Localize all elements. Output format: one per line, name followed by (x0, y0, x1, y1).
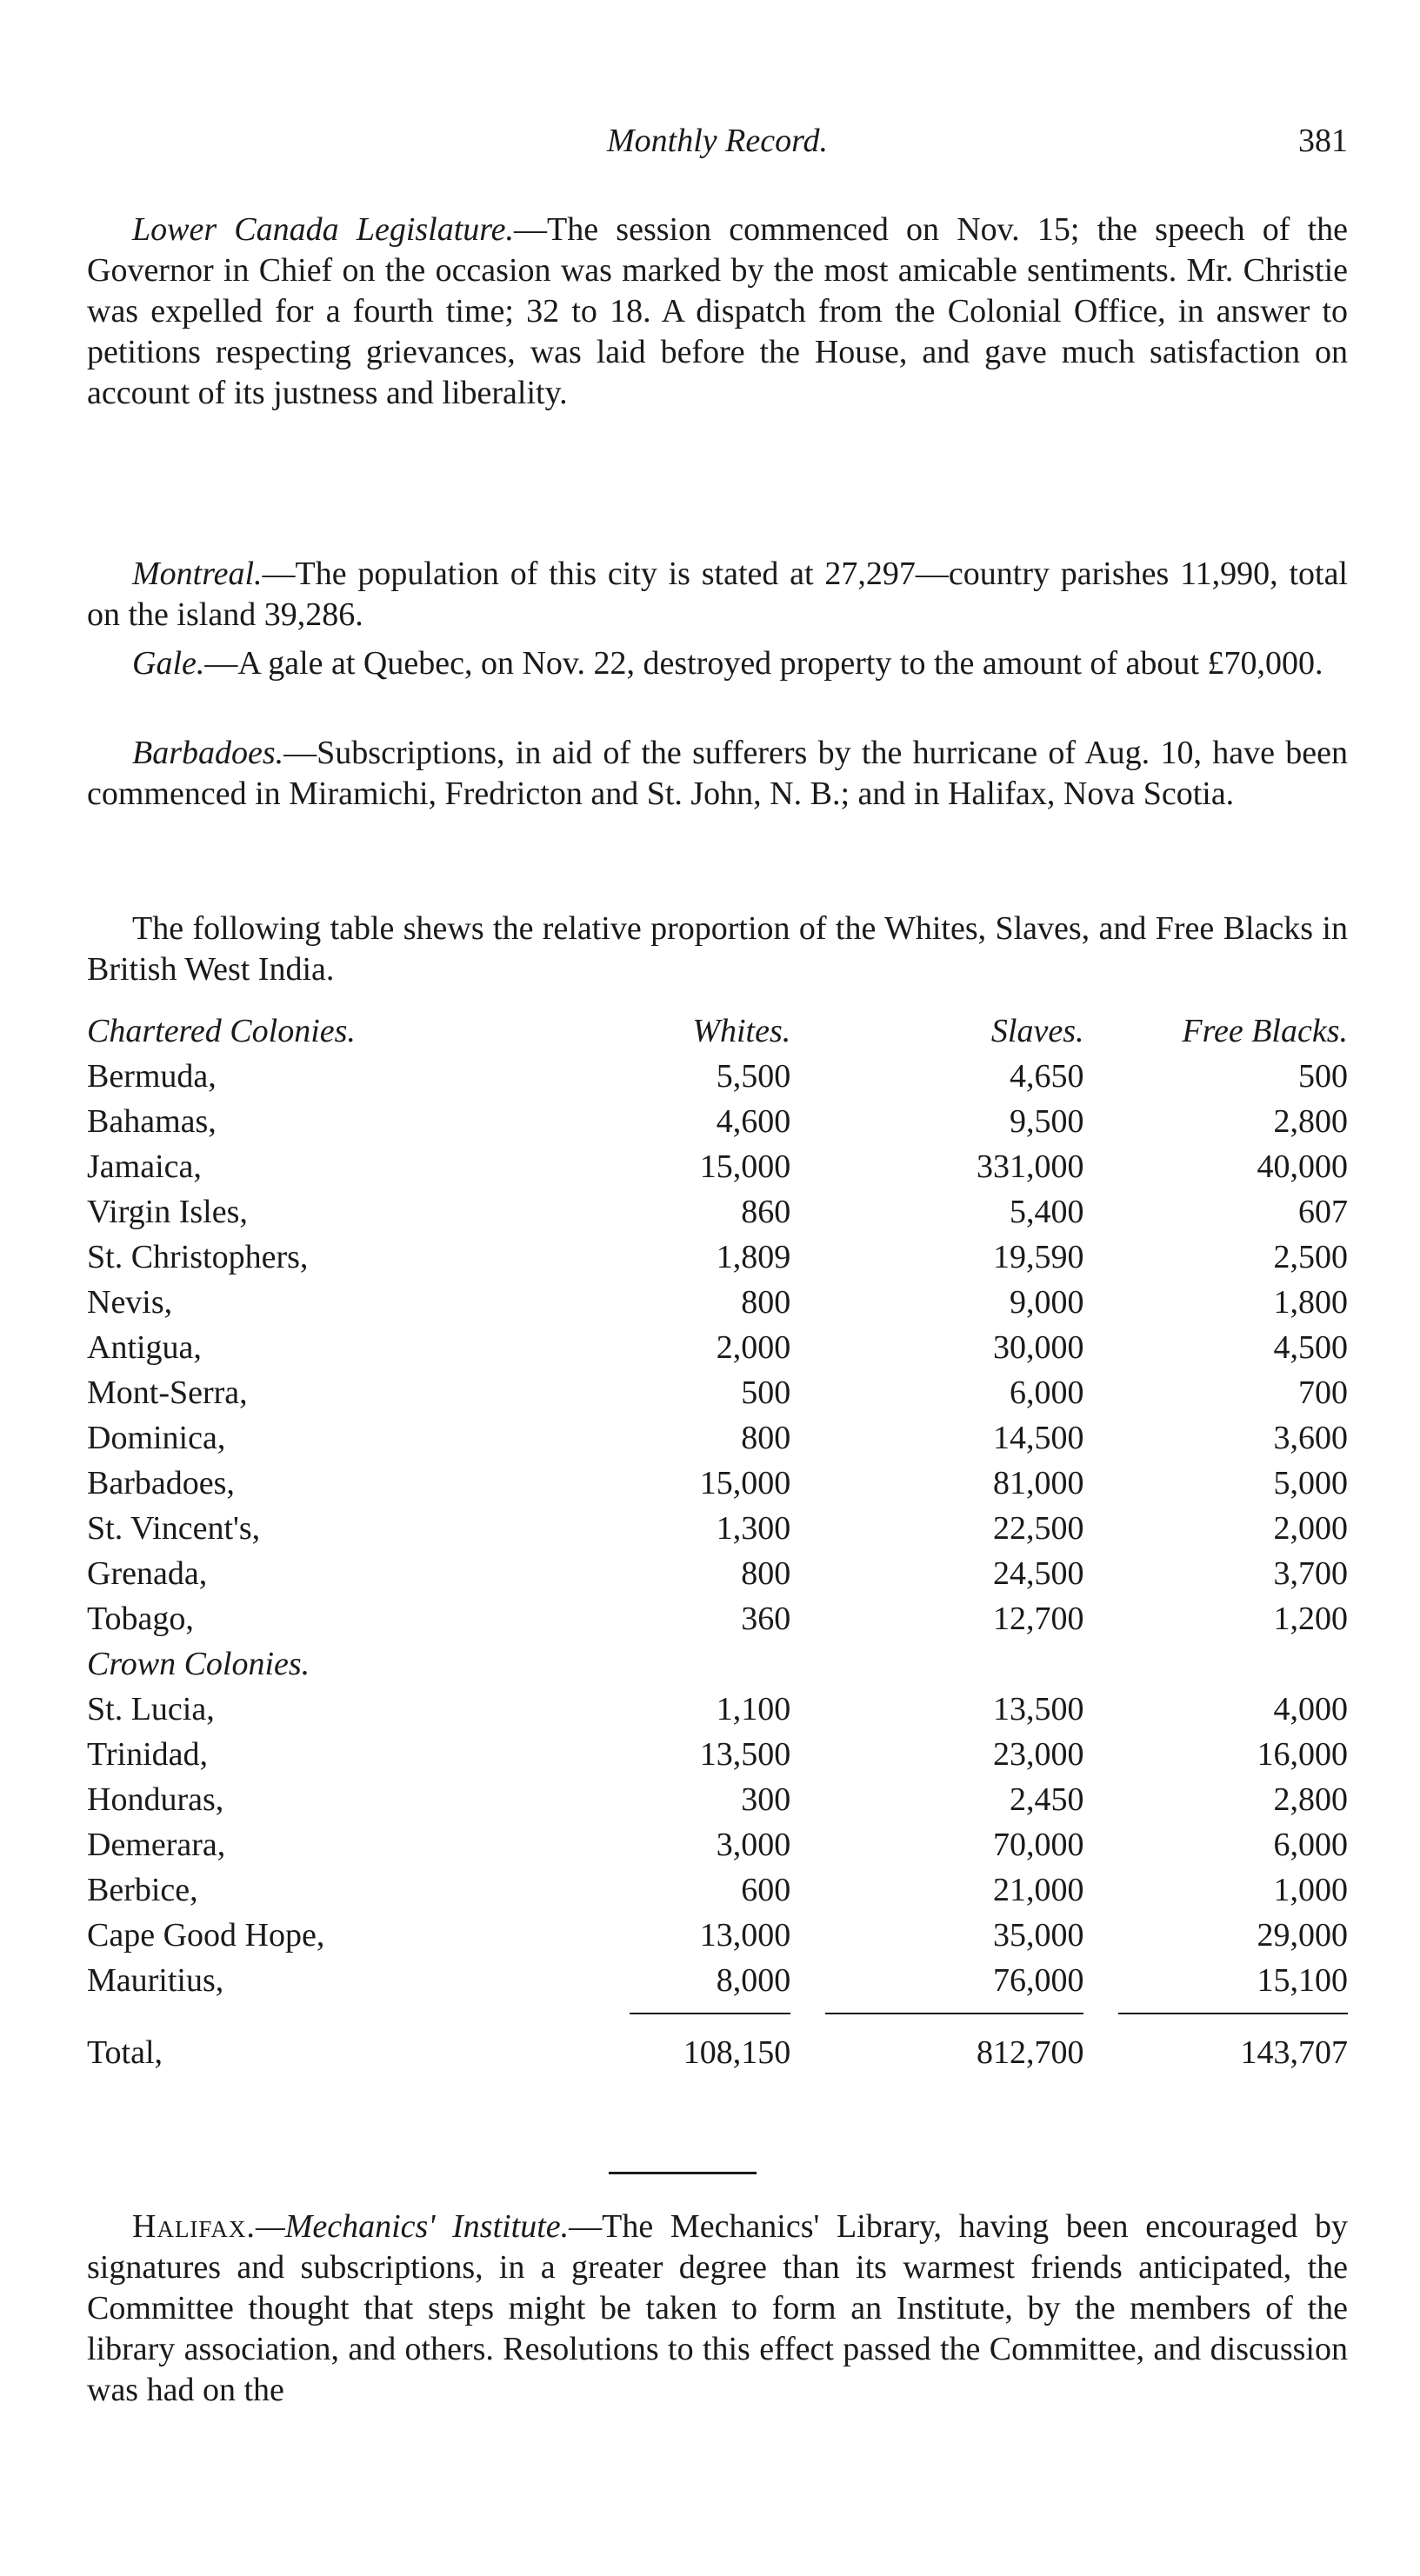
book-page (87, 0, 1348, 2576)
header-whites: Whites. (692, 1013, 791, 1049)
text-halifax: —The Mechanics' Library, having been encouraged by signatures and subscriptions, in a greater degree than its warmest friends anticipated, the Committee thought that steps might be taken to form an Institute, by the members of the library association, and others. Resolutions to this effect passed the Committee, and discussion was had on the (87, 2208, 1348, 2408)
free-blacks-value: 1,200 (1273, 1601, 1348, 1637)
heading-gale: Gale. (132, 645, 205, 682)
free-blacks-value: 1,800 (1273, 1284, 1348, 1321)
slaves-value: 81,000 (992, 1465, 1084, 1501)
slaves-value: 70,000 (992, 1827, 1084, 1863)
whites-value: 1,809 (716, 1239, 791, 1275)
free-blacks-value: 500 (1298, 1058, 1348, 1095)
colony-name: St. Vincent's, (87, 1510, 261, 1547)
free-blacks-value: 607 (1298, 1194, 1348, 1230)
slaves-value: 76,000 (992, 1962, 1084, 1999)
text-montreal: —The population of this city is stated at 27,297—country parishes 11,990, total on the island 39,286. (87, 556, 1348, 633)
total-rule-row (87, 2003, 1348, 2024)
whites-value: 860 (741, 1194, 791, 1230)
chartered-colony-row (87, 1144, 1348, 1189)
free-blacks-value: 2,800 (1273, 1781, 1348, 1818)
total-slaves: 812,700 (976, 2034, 1084, 2071)
whites-value: 800 (741, 1284, 791, 1321)
free-blacks-value: 3,700 (1273, 1555, 1348, 1592)
crown-colony-row (87, 1913, 1348, 1958)
header-slaves: Slaves. (990, 1013, 1084, 1049)
crown-colony-row (87, 1822, 1348, 1867)
crown-heading-row (87, 1641, 1348, 1687)
colony-name: Dominica, (87, 1420, 226, 1456)
colony-name: Tobago, (87, 1601, 194, 1637)
population-table (87, 1008, 1348, 2081)
whites-value: 1,300 (716, 1510, 791, 1547)
free-blacks-value: 2,500 (1273, 1239, 1348, 1275)
crown-colony-row (87, 1867, 1348, 1913)
slaves-value: 23,000 (992, 1736, 1084, 1773)
chartered-colony-row (87, 1325, 1348, 1370)
slaves-value: 12,700 (992, 1601, 1084, 1637)
colony-name: Bahamas, (87, 1103, 217, 1140)
text-lower-canada: —The session commenced on Nov. 15; the speech of the Governor in Chief on the occasion was marked by the most amicable sentiments. Mr. Christie was expelled for a fourth time; 32 to 18. A dispatch from the Colonial Office, in answer to petitions respecting grievances, was laid before the House, and gave much satisfaction on account of its justness and liberality. (87, 211, 1348, 411)
total-row (87, 2024, 1348, 2081)
crown-colony-row (87, 1687, 1348, 1732)
page-header (87, 122, 1348, 174)
paragraph-barbadoes (87, 733, 1348, 815)
colony-name: Barbadoes, (87, 1465, 235, 1501)
free-blacks-value: 6,000 (1273, 1827, 1348, 1863)
free-blacks-value: 1,000 (1273, 1872, 1348, 1908)
slaves-value: 24,500 (992, 1555, 1084, 1592)
chartered-colony-row (87, 1596, 1348, 1641)
colony-name: Nevis, (87, 1284, 173, 1321)
free-blacks-value: 16,000 (1257, 1736, 1348, 1773)
chartered-colony-row (87, 1099, 1348, 1144)
running-title: Monthly Record. (607, 123, 828, 159)
colony-name: Demerara, (87, 1827, 226, 1863)
slaves-value: 6,000 (1009, 1375, 1084, 1411)
slaves-value: 30,000 (992, 1329, 1084, 1366)
crown-colony-row (87, 1958, 1348, 2003)
chartered-colony-row (87, 1235, 1348, 1280)
chartered-colony-row (87, 1280, 1348, 1325)
whites-value: 360 (741, 1601, 791, 1637)
slaves-value: 331,000 (976, 1148, 1084, 1185)
slaves-value: 9,500 (1009, 1103, 1084, 1140)
whites-value: 15,000 (699, 1465, 791, 1501)
slaves-value: 35,000 (992, 1917, 1084, 1954)
free-blacks-value: 2,000 (1273, 1510, 1348, 1547)
free-blacks-value: 40,000 (1257, 1148, 1348, 1185)
whites-value: 1,100 (716, 1691, 791, 1727)
colony-name: Grenada, (87, 1555, 208, 1592)
crown-colonies-rows (87, 1687, 1348, 2003)
whites-value: 5,500 (716, 1058, 791, 1095)
table-intro: The following table shews the relative proportion of the Whites, Slaves, and Free Blacks in British West India. (87, 910, 1348, 988)
colony-name: St. Lucia, (87, 1691, 215, 1727)
colony-name: Mont-Serra, (87, 1375, 248, 1411)
slaves-value: 9,000 (1009, 1284, 1084, 1321)
colony-name: Trinidad, (87, 1736, 209, 1773)
whites-value: 600 (741, 1872, 791, 1908)
colony-name: Jamaica, (87, 1148, 202, 1185)
colony-name: Antigua, (87, 1329, 202, 1366)
paragraph-gale (87, 643, 1348, 684)
colony-name: Mauritius, (87, 1962, 224, 1999)
chartered-colony-row (87, 1054, 1348, 1099)
paragraph-halifax (87, 2207, 1348, 2411)
whites-value: 800 (741, 1555, 791, 1592)
slaves-value: 2,450 (1009, 1781, 1084, 1818)
colony-name: Honduras, (87, 1781, 224, 1818)
page-number: 381 (1298, 123, 1348, 159)
free-blacks-value: 29,000 (1257, 1917, 1348, 1954)
chartered-colony-row (87, 1189, 1348, 1235)
paragraph-montreal (87, 554, 1348, 636)
crown-colony-row (87, 1732, 1348, 1777)
header-chartered-colonies: Chartered Colonies. (87, 1013, 356, 1049)
whites-value: 8,000 (716, 1962, 791, 1999)
chartered-colonies-rows (87, 1054, 1348, 1641)
rule-free-blacks (1083, 2003, 1348, 2024)
whites-value: 3,000 (716, 1827, 791, 1863)
slaves-value: 14,500 (992, 1420, 1084, 1456)
free-blacks-value: 4,000 (1273, 1691, 1348, 1727)
colony-name: Cape Good Hope, (87, 1917, 325, 1954)
heading-barbadoes: Barbadoes. (132, 735, 284, 771)
crown-colonies-heading: Crown Colonies. (87, 1646, 310, 1682)
place-halifax: Halifax. (132, 2208, 256, 2245)
whites-value: 13,500 (699, 1736, 791, 1773)
colony-name: St. Christophers, (87, 1239, 309, 1275)
table-header-row (87, 1008, 1348, 1054)
whites-value: 4,600 (716, 1103, 791, 1140)
free-blacks-value: 2,800 (1273, 1103, 1348, 1140)
rule-whites (595, 2003, 790, 2024)
free-blacks-value: 700 (1298, 1375, 1348, 1411)
slaves-value: 21,000 (992, 1872, 1084, 1908)
chartered-colony-row (87, 1370, 1348, 1415)
slaves-value: 22,500 (992, 1510, 1084, 1547)
slaves-value: 4,650 (1009, 1058, 1084, 1095)
text-barbadoes: —Subscriptions, in aid of the sufferers by the hurricane of Aug. 10, have been commenced in Miramichi, Fredricton and St. John, N. B.; and in Halifax, Nova Scotia. (87, 735, 1348, 812)
header-free-blacks: Free Blacks. (1182, 1013, 1348, 1049)
free-blacks-value: 5,000 (1273, 1465, 1348, 1501)
chartered-colony-row (87, 1551, 1348, 1596)
chartered-colony-row (87, 1506, 1348, 1551)
text-gale: —A gale at Quebec, on Nov. 22, destroyed property to the amount of about £70,000. (204, 645, 1323, 682)
heading-mechanics-institute: —Mechanics' Institute. (255, 2208, 570, 2245)
whites-value: 13,000 (699, 1917, 791, 1954)
rule-slaves (790, 2003, 1083, 2024)
heading-montreal: Montreal. (132, 556, 263, 592)
chartered-colony-row (87, 1415, 1348, 1461)
colony-name: Bermuda, (87, 1058, 217, 1095)
chartered-colony-row (87, 1461, 1348, 1506)
crown-colony-row (87, 1777, 1348, 1822)
total-whites: 108,150 (683, 2034, 791, 2071)
slaves-value: 13,500 (992, 1691, 1084, 1727)
free-blacks-value: 3,600 (1273, 1420, 1348, 1456)
paragraph-lower-canada (87, 210, 1348, 414)
whites-value: 2,000 (716, 1329, 791, 1366)
free-blacks-value: 15,100 (1257, 1962, 1348, 1999)
total-label: Total, (87, 2034, 163, 2071)
free-blacks-value: 4,500 (1273, 1329, 1348, 1366)
whites-value: 500 (741, 1375, 791, 1411)
slaves-value: 5,400 (1009, 1194, 1084, 1230)
heading-lower-canada: Lower Canada Legislature. (132, 211, 515, 248)
total-free-blacks: 143,707 (1240, 2034, 1348, 2071)
slaves-value: 19,590 (992, 1239, 1084, 1275)
colony-name: Berbice, (87, 1872, 198, 1908)
whites-value: 15,000 (699, 1148, 791, 1185)
section-divider (609, 2172, 757, 2174)
whites-value: 300 (741, 1781, 791, 1818)
whites-value: 800 (741, 1420, 791, 1456)
colony-name: Virgin Isles, (87, 1194, 248, 1230)
